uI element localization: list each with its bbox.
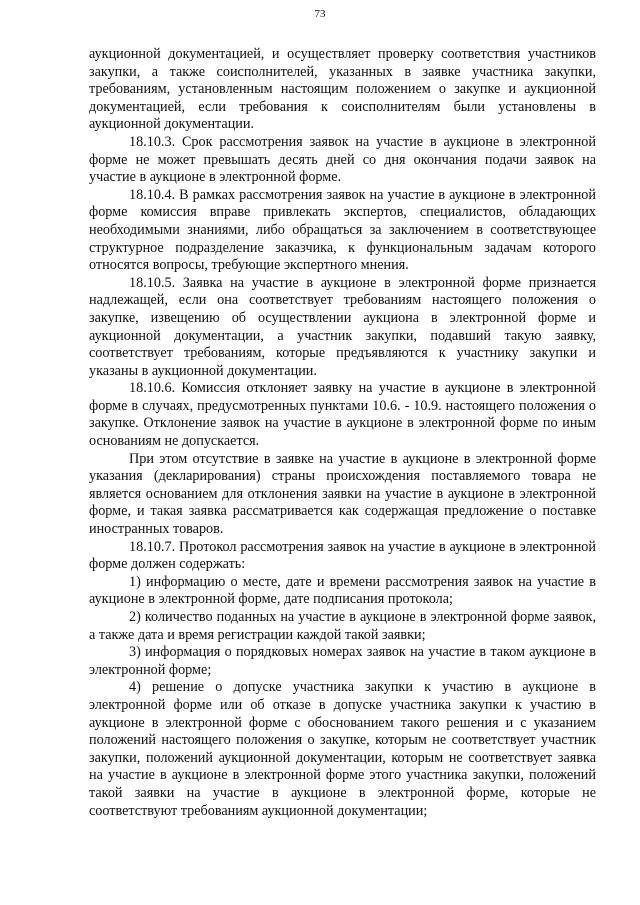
document-body (89, 46, 596, 820)
list-item-3: 3) информация о порядковых номерах заявок на участие в таком аукционе в электронной форме; (89, 644, 596, 678)
paragraph-18-10-4: 18.10.4. В рамках рассмотрения заявок на участие в аукционе в электронной форме комиссия вправе привлекать экспертов, специалистов, обладающих необходимыми знаниями, либо обращаться за заключением в соответствующее структурное подразделение заказчика, к функциональным задачам которого относятся вопросы, требующие экспертного мнения. (89, 186, 596, 274)
paragraph-18-10-3: 18.10.3. Срок рассмотрения заявок на участие в аукционе в электронной форме не может превышать десять дней со дня окончания подачи заявок на участие в аукционе в электронной форме. (89, 133, 596, 186)
paragraph-country-of-origin: При этом отсутствие в заявке на участие в аукционе в электронной форме указания (декларирования) страны происхождения поставляемого товара не является основанием для отклонения заявки на участие в аукционе в электронной форме, и такая заявка рассматривается как содержащая предложение о поставке иностранных товаров. (89, 450, 596, 538)
list-item-1: 1) информацию о месте, дате и времени рассмотрения заявок на участие в аукционе в электронной форме, дате подписания протокола; (89, 573, 596, 608)
paragraph-continuation: аукционной документацией, и осуществляет проверку соответствия участников закупки, а также соисполнителей, указанных в заявке участника закупки, требованиям, установленным настоящим положением о закупке и аукционной документацией, если требования к соисполнителям были установлены в аукционной документации. (89, 46, 596, 133)
page-number: 73 (314, 8, 326, 20)
list-item-2: 2) количество поданных на участие в аукционе в электронной форме заявок, а также дата и время регистрации каждой такой заявки; (89, 609, 596, 643)
paragraph-18-10-6: 18.10.6. Комиссия отклоняет заявку на участие в аукционе в электронной форме в случаях, предусмотренных пунктами 10.6. - 10.9. настоящего положения о закупке. Отклонение заявок на участие в аукционе в электронной форме по иным основаниям не допускается. (89, 380, 596, 450)
paragraph-18-10-5: 18.10.5. Заявка на участие в аукционе в электронной форме признается надлежащей, если она соответствует требованиям настоящего положения о закупке, извещению об осуществлении аукциона в электронной форме и аукционной документации, а участник закупки, подавший такую заявку, соответствует требованиям, которые предъявляются к участнику закупки и указаны в аукционной документации. (89, 274, 596, 379)
paragraph-18-10-7: 18.10.7. Протокол рассмотрения заявок на участие в аукционе в электронной форме должен содержать: (89, 538, 596, 573)
list-item-4: 4) решение о допуске участника закупки к участию в аукционе в электронной форме или об отказе в допуске участника закупки к участию в аукционе в электронной форме с обоснованием такого решения и с указанием положений настоящего положения о закупке, которым не соответствует участник закупки, положений аукционной документации, которым не соответствует заявка на участие в аукционе в электронной форме этого участника закупки, положений такой заявки на участие в аукционе в электронной форме, которые не соответствуют требованиям аукционной документации; (89, 679, 596, 819)
